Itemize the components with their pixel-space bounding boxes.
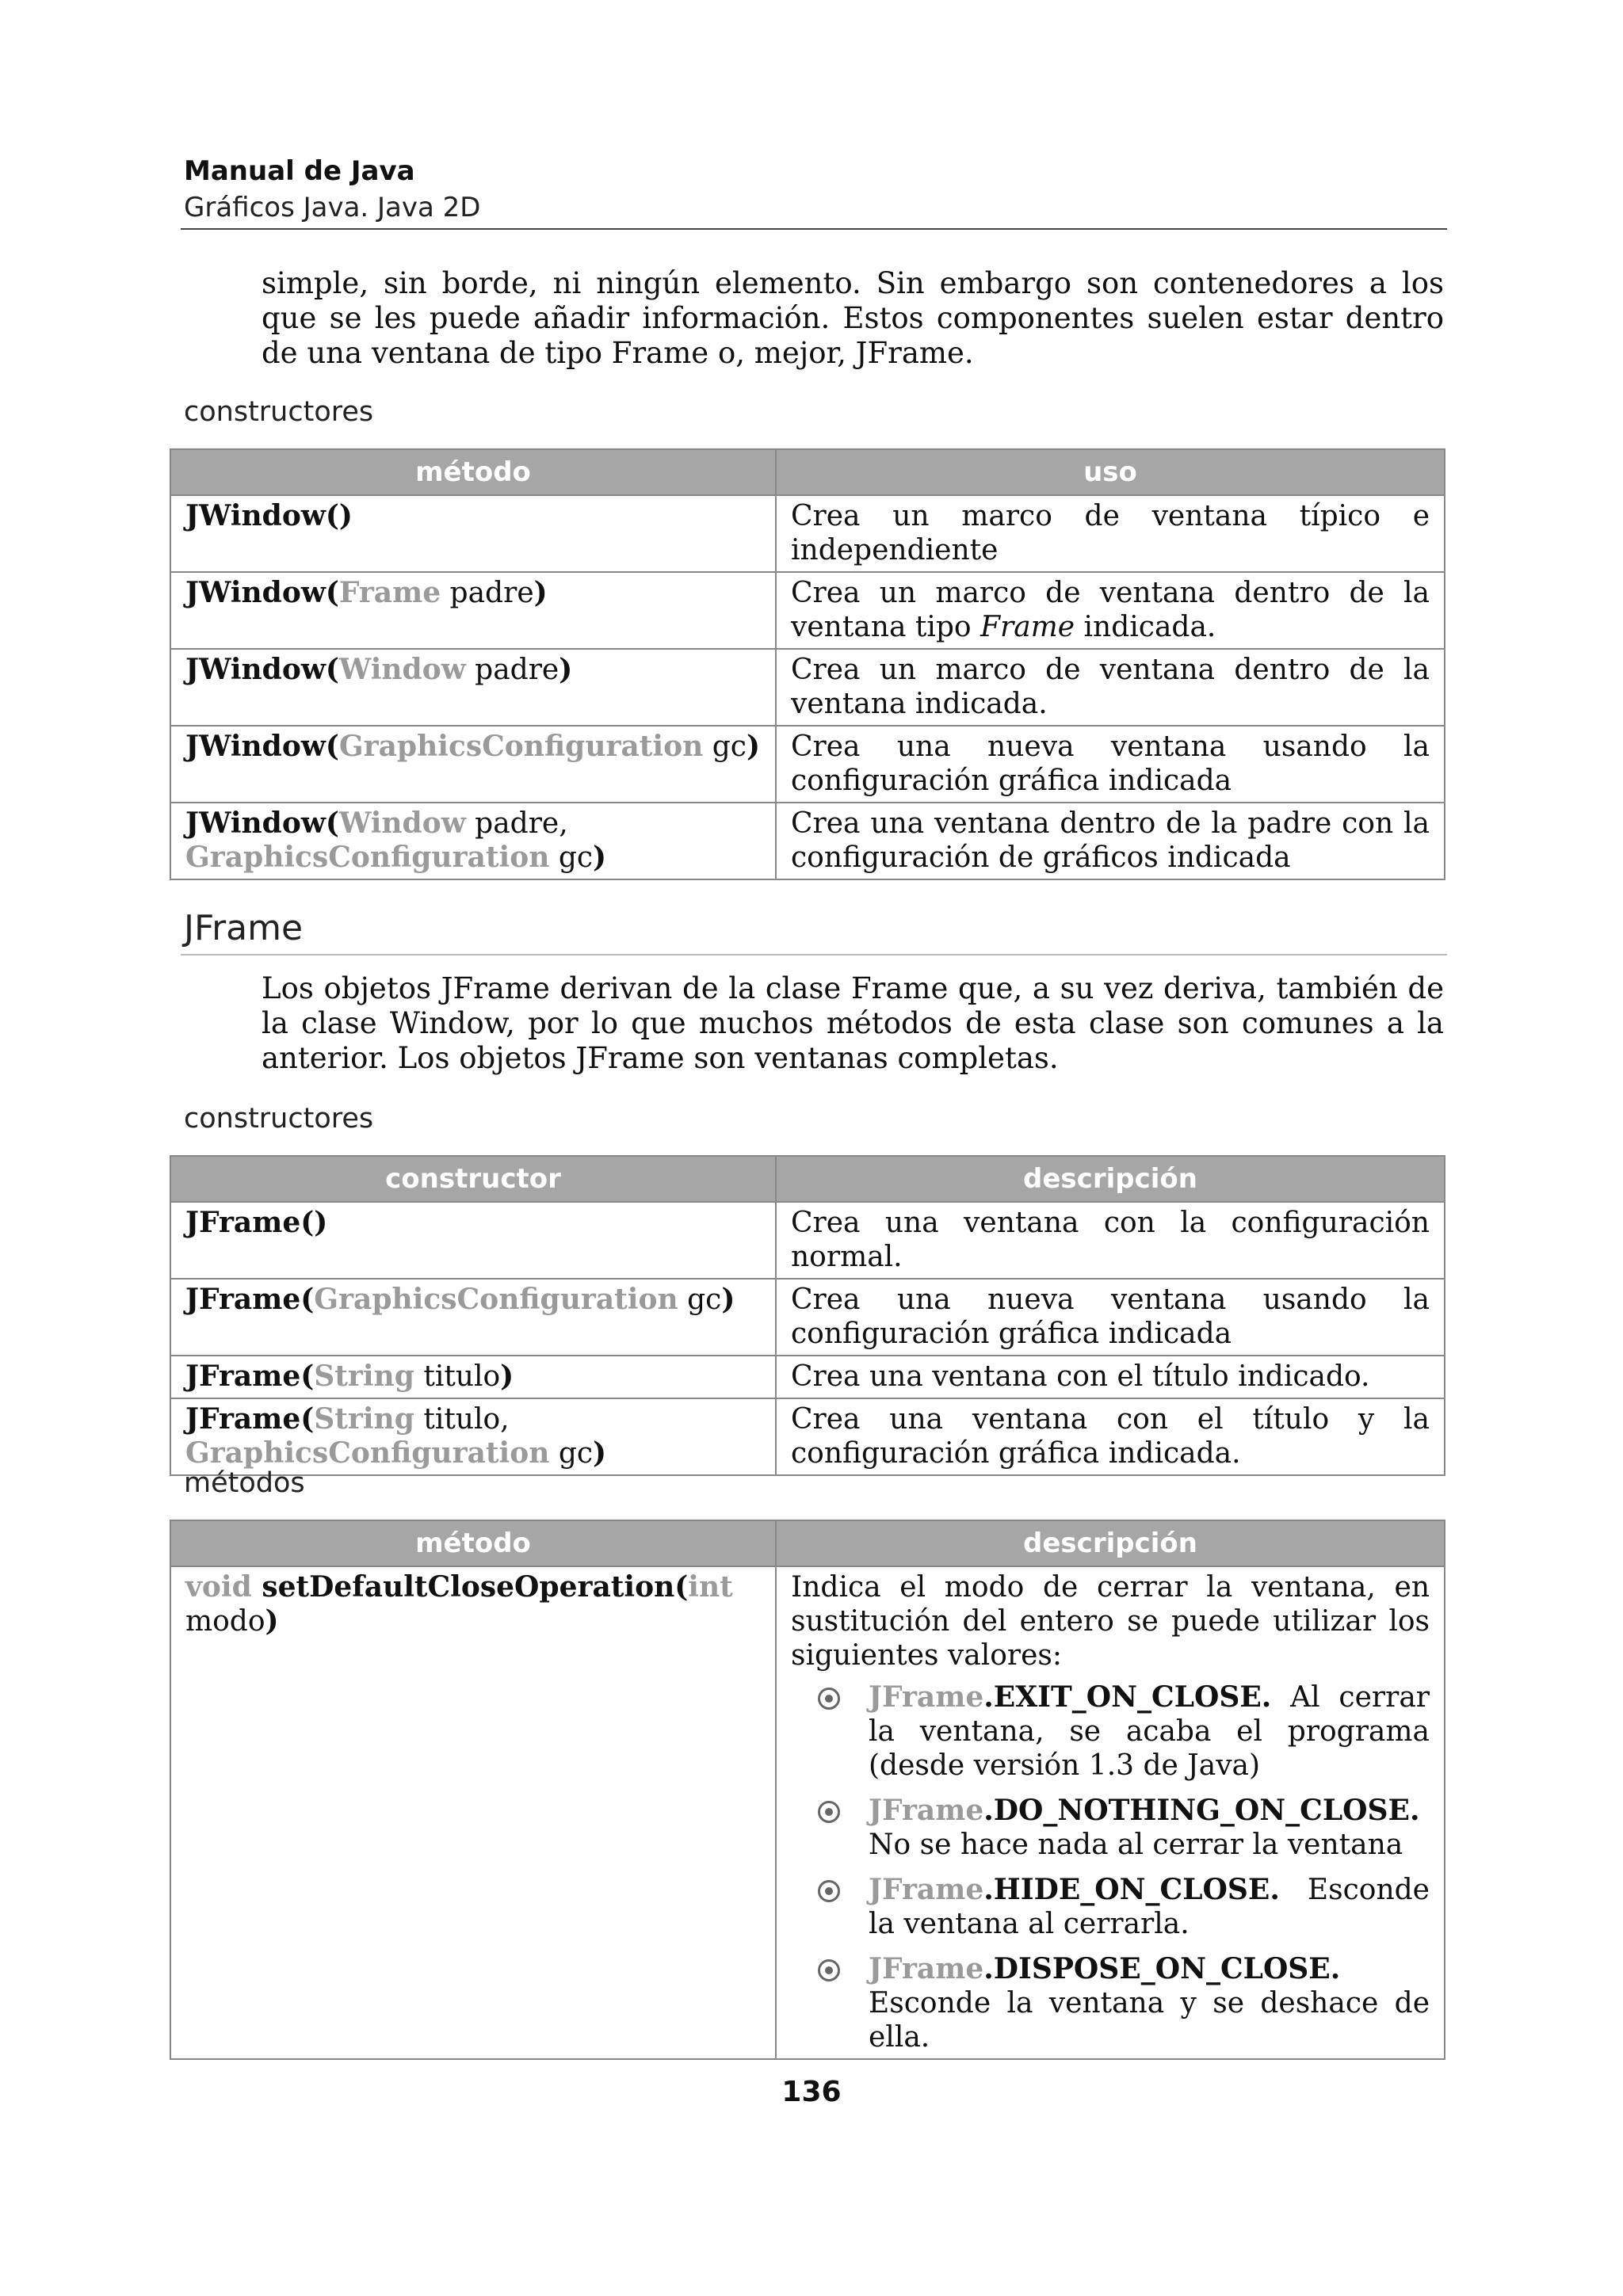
column-header: método	[170, 449, 776, 495]
method-signature: JFrame(GraphicsConfiguration gc)	[170, 1279, 776, 1356]
close-operation-list	[791, 1680, 1430, 2054]
method-description: Crea un marco de ventana típico e independiente	[776, 495, 1445, 572]
list-item: JFrame.EXIT_ON_CLOSE. Al cerrar la ventana, se acaba el programa (desde versión 1.3 de Java)	[791, 1680, 1430, 1783]
column-header: descripción	[776, 1156, 1445, 1202]
method-description: Crea una ventana con la configuración normal.	[776, 1202, 1445, 1279]
column-header: uso	[776, 449, 1445, 495]
list-item: JFrame.DO_NOTHING_ON_CLOSE. No se hace nada al cerrar la ventana	[791, 1794, 1430, 1862]
jframe-constructors-table	[170, 1155, 1445, 1476]
header-rule	[181, 228, 1447, 230]
table-row	[170, 803, 1445, 879]
jwindow-constructors-table	[170, 448, 1445, 880]
method-description: Crea un marco de ventana dentro de la ventana tipo Frame indicada.	[776, 572, 1445, 649]
table-header-row	[170, 449, 1445, 495]
heading-rule	[181, 954, 1447, 955]
intro-paragraph: simple, sin borde, ni ningún elemento. Sin embargo son contenedores a los que se les puede añadir información. Estos componentes suelen estar dentro de una ventana de tipo Frame o, mejor, JFrame.	[262, 266, 1444, 370]
section-label-constructores-jframe: constructores	[184, 1103, 374, 1135]
list-item: JFrame.HIDE_ON_CLOSE. Esconde la ventana al cerrarla.	[791, 1873, 1430, 1941]
method-signature: JFrame(String titulo, GraphicsConfiguration gc)	[170, 1398, 776, 1475]
table-row	[170, 649, 1445, 726]
method-signature: JWindow(Window padre)	[170, 649, 776, 726]
method-description	[776, 1566, 1445, 2059]
jframe-paragraph: Los objetos JFrame derivan de la clase Frame que, a su vez deriva, también de la clase Window, por lo que muchos métodos de esta clase son comunes a la anterior. Los objetos JFrame son ventanas completas.	[262, 971, 1444, 1075]
table-header-row	[170, 1520, 1445, 1566]
bullet-icon	[818, 1880, 840, 1902]
bullet-icon	[818, 1688, 840, 1710]
method-signature: JFrame(String titulo)	[170, 1356, 776, 1398]
table-row	[170, 726, 1445, 803]
method-signature: JWindow(Frame padre)	[170, 572, 776, 649]
bullet-icon	[818, 1959, 840, 1981]
method-signature: JWindow(Window padre, GraphicsConfiguration gc)	[170, 803, 776, 879]
section-label-metodos: métodos	[184, 1467, 305, 1499]
list-item: JFrame.DISPOSE_ON_CLOSE. Esconde la ventana y se deshace de ella.	[791, 1952, 1430, 2054]
table-row	[170, 495, 1445, 572]
section-heading-jframe: JFrame	[184, 908, 304, 948]
method-description: Crea una ventana con el título y la configuración gráfica indicada.	[776, 1398, 1445, 1475]
description-intro: Indica el modo de cerrar la ventana, en sustitución del entero se puede utilizar los siguientes valores:	[791, 1571, 1430, 1672]
method-signature: JWindow()	[170, 495, 776, 572]
method-description: Crea una ventana con el título indicado.	[776, 1356, 1445, 1398]
method-description: Crea una ventana dentro de la padre con la configuración de gráficos indicada	[776, 803, 1445, 879]
column-header: descripción	[776, 1520, 1445, 1566]
table-row	[170, 1279, 1445, 1356]
method-description: Crea una nueva ventana usando la configuración gráfica indicada	[776, 726, 1445, 803]
method-description: Crea un marco de ventana dentro de la ventana indicada.	[776, 649, 1445, 726]
method-description: Crea una nueva ventana usando la configuración gráfica indicada	[776, 1279, 1445, 1356]
method-signature: void setDefaultCloseOperation(int modo)	[170, 1566, 776, 2059]
table-row	[170, 572, 1445, 649]
method-signature: JFrame()	[170, 1202, 776, 1279]
table-row	[170, 1356, 1445, 1398]
header-title: Manual de Java	[184, 155, 415, 187]
jframe-methods-table	[170, 1520, 1445, 2060]
header-subtitle: Gráficos Java. Java 2D	[184, 192, 481, 223]
section-label-constructores: constructores	[184, 396, 374, 428]
table-row	[170, 1566, 1445, 2059]
bullet-icon	[818, 1801, 840, 1823]
method-signature: JWindow(GraphicsConfiguration gc)	[170, 726, 776, 803]
table-row	[170, 1398, 1445, 1475]
page-number: 136	[781, 2076, 842, 2108]
column-header: método	[170, 1520, 776, 1566]
table-header-row	[170, 1156, 1445, 1202]
column-header: constructor	[170, 1156, 776, 1202]
table-row	[170, 1202, 1445, 1279]
